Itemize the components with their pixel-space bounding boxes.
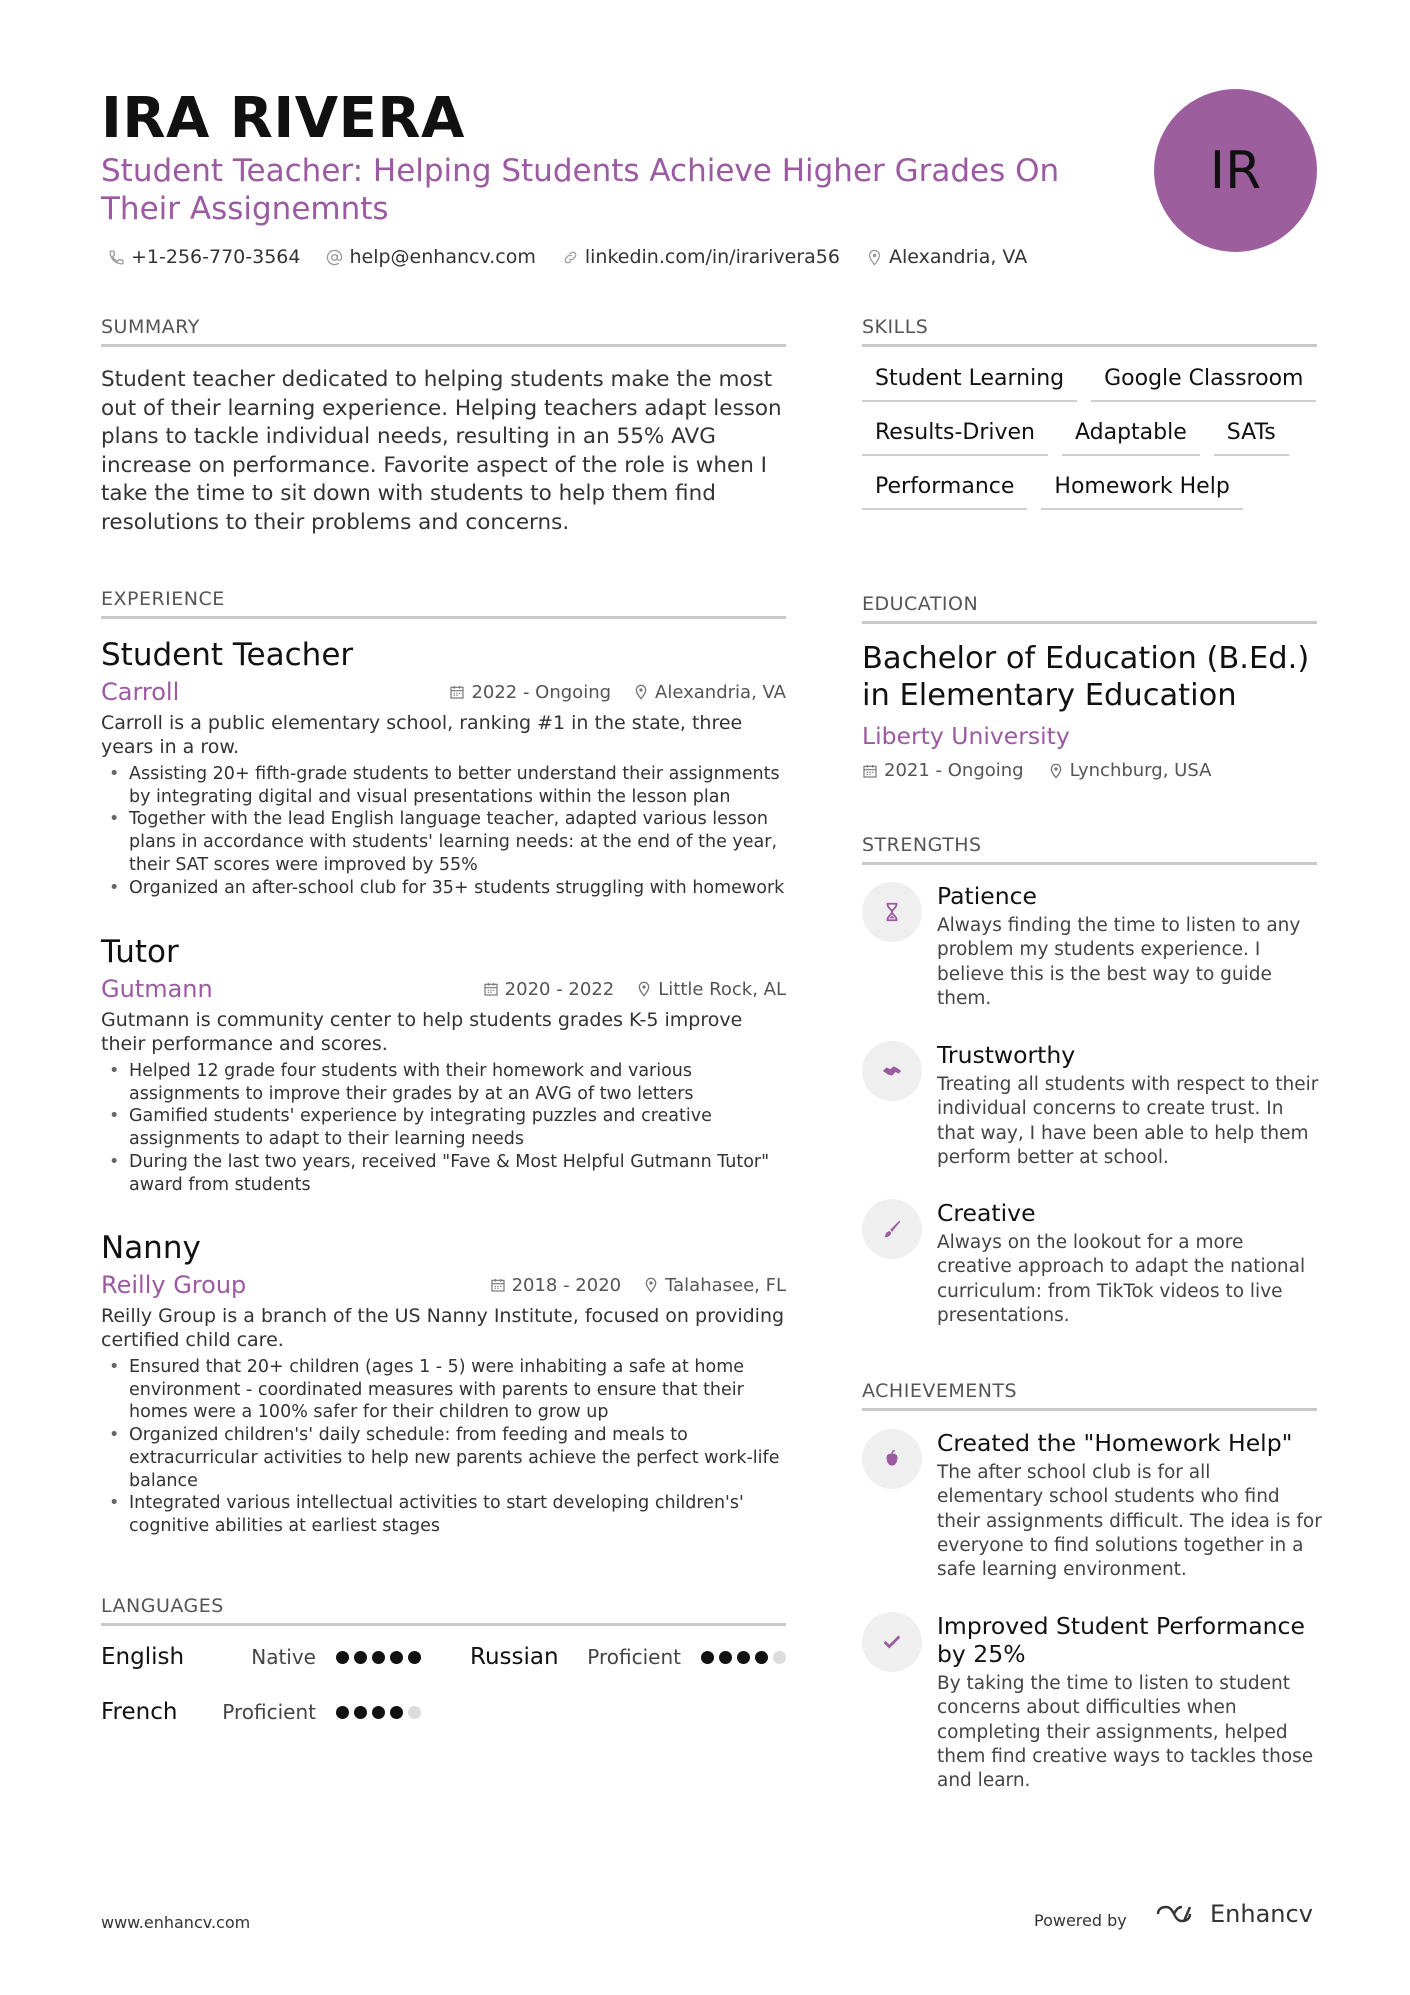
- language-row: [101, 1699, 421, 1725]
- job-title: Tutor: [101, 934, 179, 970]
- achievement-title: Improved Student Performance by 25%: [937, 1612, 1305, 1668]
- job-location: Little Rock, AL: [636, 979, 786, 1000]
- education-location: Lynchburg, USA: [1048, 760, 1212, 781]
- language-name: French: [101, 1699, 178, 1725]
- job-bullets: [101, 1060, 786, 1196]
- contact-phone[interactable]: [108, 246, 300, 268]
- candidate-headline: Student Teacher: Helping Students Achieve Higher Grades On Their Assignemnts: [101, 153, 1060, 227]
- location-pin-icon: [643, 1277, 659, 1293]
- job-dates: 2022 - Ongoing: [449, 682, 611, 703]
- strength-title: Trustworthy: [937, 1041, 1076, 1069]
- rating-dot: [390, 1651, 403, 1664]
- education-meta: [862, 760, 1211, 781]
- summary-text: Student teacher dedicated to helping students make the most out of their learning experience. Helping teachers adapt lesson plans to tackle individual needs, resulting in an 55% AVG increase on performance. Favorite aspect of the role is when I take the time to sit down with students to help them find resolutions to their problems and concerns.: [101, 367, 782, 535]
- rating-dot: [390, 1706, 403, 1719]
- rating-dot: [354, 1651, 367, 1664]
- language-row: [470, 1644, 786, 1670]
- list-item: • Integrated various intellectual activities to start developing children's' cognitive abilities at earliest stages: [101, 1492, 786, 1537]
- check-icon: [881, 1631, 903, 1653]
- strength-item: [862, 1041, 1322, 1170]
- rating-dot: [737, 1651, 750, 1664]
- location-pin-icon: [1048, 763, 1064, 779]
- calendar-icon: [449, 684, 465, 700]
- job-dates: 2018 - 2020: [490, 1275, 622, 1296]
- job-description: Carroll is a public elementary school, ranking #1 in the state, three years in a row.: [101, 712, 743, 758]
- rating-dot: [336, 1706, 349, 1719]
- languages-section-title: LANGUAGES: [101, 1595, 786, 1626]
- link-icon: [562, 249, 579, 266]
- list-item: • Organized children's' daily schedule: from feeding and meals to extracurricular activities to help new parents achieve the perfect work-life balance: [101, 1424, 786, 1492]
- calendar-icon: [490, 1277, 506, 1293]
- language-rating: [336, 1706, 421, 1719]
- rating-dot: [773, 1651, 786, 1664]
- achievement-description: By taking the time to listen to student concerns about difficulties when completing their assignments, helped them find creative ways to tackles those and learn.: [937, 1673, 1314, 1792]
- enhancv-logo-icon: [1154, 1902, 1202, 1926]
- job-bullets: [101, 1356, 786, 1538]
- education-section-title: EDUCATION: [862, 593, 1317, 624]
- rating-dot: [408, 1651, 421, 1664]
- list-item: • Together with the lead English language teacher, adapted various lesson plans in accordance with students' learning needs: at the end of the year, their SAT scores were improved by 55%: [101, 808, 786, 876]
- language-rating: [336, 1651, 421, 1664]
- skill-tag: Student Learning: [862, 366, 1077, 402]
- skill-tag: SATs: [1214, 420, 1289, 456]
- rating-dot: [408, 1706, 421, 1719]
- contact-linkedin[interactable]: [562, 246, 840, 268]
- contact-location: [866, 246, 1027, 268]
- handshake-icon: [881, 1060, 903, 1082]
- apple-icon: [881, 1448, 903, 1470]
- skill-tag: Performance: [862, 474, 1027, 510]
- job-company: Reilly Group: [101, 1271, 247, 1299]
- strength-description: Treating all students with respect to their individual concerns to create trust. In that way, I have been able to help them perform better at school.: [937, 1074, 1319, 1168]
- location-pin-icon: [636, 981, 652, 997]
- skill-tag: Homework Help: [1041, 474, 1242, 510]
- skills-list: [862, 366, 1322, 528]
- strength-title: Patience: [937, 882, 1037, 910]
- education-degree: Bachelor of Education (B.Ed.) in Elementary Education: [862, 641, 1310, 713]
- skill-tag: Results-Driven: [862, 420, 1048, 456]
- brush-icon: [881, 1218, 903, 1240]
- job-location: Talahasee, FL: [643, 1275, 786, 1296]
- rating-dot: [701, 1651, 714, 1664]
- job-company: Gutmann: [101, 975, 213, 1003]
- achievement-item: [862, 1612, 1322, 1793]
- job-dates: 2020 - 2022: [483, 979, 615, 1000]
- list-item: • Ensured that 20+ children (ages 1 - 5) were inhabiting a safe at home environment - coordinated measures with parents to ensure that their homes were a 100% safer for their children to grow up: [101, 1356, 786, 1424]
- at-icon: [326, 249, 343, 266]
- achievement-title: Created the "Homework Help": [937, 1429, 1293, 1457]
- achievement-item: [862, 1429, 1322, 1582]
- brand-logo[interactable]: [1154, 1900, 1313, 1928]
- education-dates: 2021 - Ongoing: [862, 760, 1024, 781]
- language-rating: [701, 1651, 786, 1664]
- contact-phone-text: +1-256-770-3564: [131, 246, 301, 268]
- skill-tag: Adaptable: [1062, 420, 1200, 456]
- rating-dot: [336, 1651, 349, 1664]
- job-bullets: [101, 763, 786, 899]
- rating-dot: [372, 1651, 385, 1664]
- language-row: [101, 1644, 421, 1670]
- strength-description: Always finding the time to listen to any problem my students experience. I believe this is the best way to guide them.: [937, 915, 1301, 1009]
- rating-dot: [354, 1706, 367, 1719]
- achievement-description: The after school club is for all elementary school students who find their assignments difficult. The idea is for everyone to find solutions together in a safe learning environment.: [937, 1462, 1322, 1581]
- job-entry: [101, 636, 786, 899]
- list-item: • During the last two years, received "Fave & Most Helpful Gutmann Tutor" award from students: [101, 1151, 786, 1196]
- strengths-section-title: STRENGTHS: [862, 834, 1317, 865]
- list-item: • Gamified students' experience by integrating puzzles and creative assignments to adapt to their learning needs: [101, 1105, 786, 1150]
- hourglass-icon: [881, 901, 903, 923]
- skills-section-title: SKILLS: [862, 316, 1317, 347]
- strength-description: Always on the lookout for a more creative approach to adapt the national curriculum: from TikTok videos to live presentations.: [937, 1232, 1306, 1326]
- list-item: • Helped 12 grade four students with their homework and various assignments to improve their grades by at an AVG of two letters: [101, 1060, 786, 1105]
- job-description: Gutmann is community center to help students grades K-5 improve their performance and scores.: [101, 1009, 743, 1055]
- location-pin-icon: [633, 684, 649, 700]
- contact-bar: [108, 246, 1027, 268]
- strength-title: Creative: [937, 1199, 1036, 1227]
- job-title: Nanny: [101, 1230, 201, 1266]
- contact-email[interactable]: [326, 246, 535, 268]
- achievements-section-title: ACHIEVEMENTS: [862, 1380, 1317, 1411]
- rating-dot: [755, 1651, 768, 1664]
- rating-dot: [372, 1706, 385, 1719]
- language-level: Proficient: [222, 1700, 316, 1724]
- phone-icon: [108, 249, 125, 266]
- list-item: • Assisting 20+ fifth-grade students to better understand their assignments by integrating digital and visual presentations within the lesson plan: [101, 763, 786, 808]
- job-location: Alexandria, VA: [633, 682, 786, 703]
- skill-tag: Google Classroom: [1091, 366, 1316, 402]
- strength-item: [862, 882, 1322, 1011]
- avatar: IR: [1154, 89, 1317, 252]
- powered-by-label: Powered by: [1034, 1911, 1127, 1930]
- language-level: Proficient: [587, 1645, 681, 1669]
- calendar-icon: [862, 763, 878, 779]
- contact-location-text: Alexandria, VA: [888, 246, 1028, 268]
- strength-item: [862, 1199, 1322, 1328]
- summary-section-title: SUMMARY: [101, 316, 786, 347]
- job-company: Carroll: [101, 678, 180, 706]
- candidate-name: IRA RIVERA: [101, 86, 465, 151]
- location-pin-icon: [866, 249, 883, 266]
- footer-url[interactable]: www.enhancv.com: [101, 1913, 251, 1932]
- calendar-icon: [483, 981, 499, 997]
- language-name: Russian: [470, 1644, 559, 1670]
- job-entry: [101, 1229, 786, 1538]
- experience-section-title: EXPERIENCE: [101, 588, 786, 619]
- education-school: Liberty University: [862, 722, 1070, 750]
- job-title: Student Teacher: [101, 637, 354, 673]
- rating-dot: [719, 1651, 732, 1664]
- brand-name: Enhancv: [1210, 1900, 1313, 1928]
- list-item: • Organized an after-school club for 35+ students struggling with homework: [101, 877, 786, 900]
- language-name: English: [101, 1644, 185, 1670]
- job-entry: [101, 933, 786, 1196]
- contact-linkedin-text: linkedin.com/in/irarivera56: [584, 246, 840, 268]
- contact-email-text: help@enhancv.com: [349, 246, 536, 268]
- job-description: Reilly Group is a branch of the US Nanny Institute, focused on providing certified child care.: [101, 1305, 785, 1351]
- language-level: Native: [251, 1645, 316, 1669]
